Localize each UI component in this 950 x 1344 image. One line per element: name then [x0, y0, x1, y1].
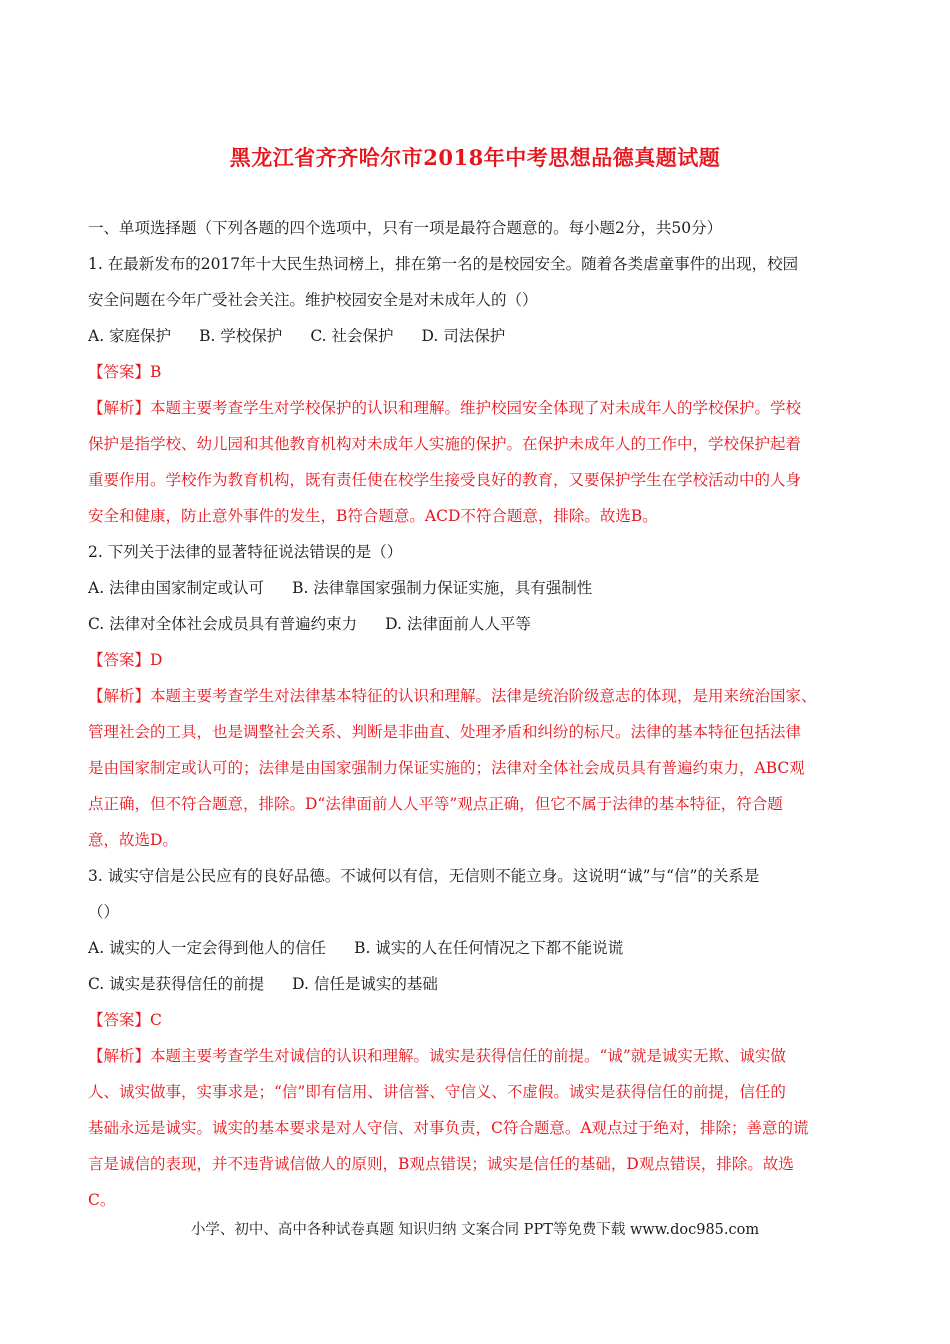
question-stem-line: 安全问题在今年广受社会关注。维护校园安全是对未成年人的（）: [88, 291, 538, 309]
question-stem-line: （）: [88, 903, 120, 921]
analysis-line: 【解析】本题主要考查学生对诚信的认识和理解。诚实是获得信任的前提。“诚”就是诚实无欺、诚实做: [88, 1047, 786, 1065]
answer-line: 【答案】C: [88, 1011, 162, 1029]
option-item: A. 诚实的人一定会得到他人的信任: [88, 939, 327, 957]
option-item: D. 信任是诚实的基础: [292, 975, 438, 993]
document-title: 黑龙江省齐齐哈尔市2018年中考思想品德真题试题: [229, 145, 721, 170]
question-stem-line: 3. 诚实守信是公民应有的良好品德。不诚何以有信，无信则不能立身。这说明“诚”与“信”的关系是: [88, 867, 760, 885]
analysis-line: 是由国家制定或认可的；法律是由国家强制力保证实施的；法律对全体社会成员具有普遍约束力，ABC观: [88, 759, 805, 777]
option-row: [88, 570, 863, 606]
option-item: D. 法律面前人人平等: [385, 615, 531, 633]
option-item: B. 法律靠国家强制力保证实施，具有强制性: [292, 579, 593, 597]
option-row: [88, 318, 863, 354]
option-item: B. 学校保护: [199, 327, 283, 345]
answer-line: 【答案】D: [88, 651, 163, 669]
option-item: D. 司法保护: [421, 327, 506, 345]
page-footer: 小学、初中、高中各种试卷真题 知识归纳 文案合同 PPT等免费下载 www.doc985.com: [190, 1222, 760, 1238]
analysis-line: 保护是指学校、幼儿园和其他教育机构对未成年人实施的保护。在保护未成年人的工作中，学校保护起着: [88, 435, 802, 453]
option-item: C. 诚实是获得信任的前提: [88, 975, 265, 993]
answer-line: 【答案】B: [88, 363, 162, 381]
analysis-line: 管理社会的工具，也是调整社会关系、判断是非曲直、处理矛盾和纠纷的标尺。法律的基本特征包括法律: [88, 723, 802, 741]
analysis-line: 言是诚信的表现，并不违背诚信做人的原则，B观点错误；诚实是信任的基础，D观点错误，排除。故选: [88, 1155, 794, 1173]
document-body: [88, 210, 863, 1218]
analysis-line: 【解析】本题主要考查学生对学校保护的认识和理解。维护校园安全体现了对未成年人的学校保护。学校: [88, 399, 802, 417]
question-stem-line: 2. 下列关于法律的显著特征说法错误的是（）: [88, 543, 403, 561]
question-stem-line: 1. 在最新发布的2017年十大民生热词榜上，排在第一名的是校园安全。随着各类虐童事件的出现，校园: [88, 255, 799, 273]
option-item: A. 家庭保护: [88, 327, 172, 345]
analysis-line: 【解析】本题主要考查学生对法律基本特征的认识和理解。法律是统治阶级意志的体现，是用来统治国家、: [88, 687, 817, 705]
option-row: [88, 966, 863, 1002]
option-item: C. 法律对全体社会成员具有普遍约束力: [88, 615, 358, 633]
analysis-line: C。: [88, 1191, 116, 1209]
section-heading: 一、单项选择题（下列各题的四个选项中，只有一项是最符合题意的。每小题2分，共50分）: [88, 219, 723, 237]
option-item: B. 诚实的人在任何情况之下都不能说谎: [354, 939, 624, 957]
option-item: A. 法律由国家制定或认可: [88, 579, 265, 597]
option-row: [88, 606, 863, 642]
analysis-line: 点正确，但不符合题意，排除。D“法律面前人人平等”观点正确，但它不属于法律的基本特征，符合题: [88, 795, 783, 813]
analysis-line: 意，故选D。: [88, 831, 178, 849]
option-item: C. 社会保护: [310, 327, 394, 345]
option-row: [88, 930, 863, 966]
analysis-line: 重要作用。学校作为教育机构，既有责任使在校学生接受良好的教育，又要保护学生在学校活动中的人身: [88, 471, 802, 489]
analysis-line: 安全和健康，防止意外事件的发生，B符合题意。ACD不符合题意，排除。故选B。: [88, 507, 658, 525]
analysis-line: 人、诚实做事，实事求是；“信”即有信用、讲信誉、守信义、不虚假。诚实是获得信任的前提，信任的: [88, 1083, 786, 1101]
analysis-line: 基础永远是诚实。诚实的基本要求是对人守信、对事负责，C符合题意。A观点过于绝对，排除；善意的谎: [88, 1119, 809, 1137]
